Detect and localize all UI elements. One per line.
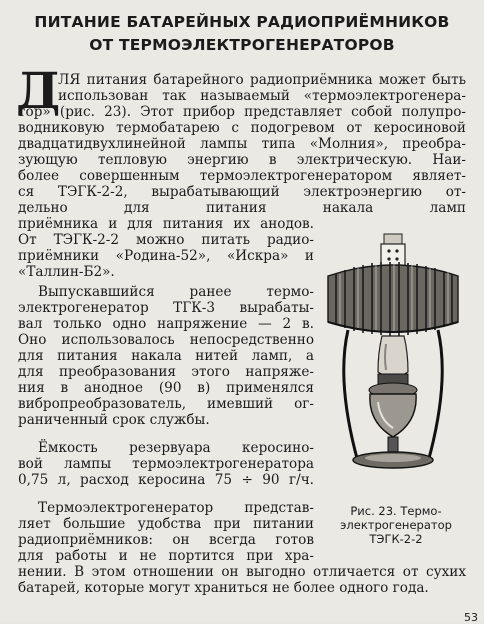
thermoelectric-generator-illustration xyxy=(318,232,468,492)
p3-line-3: 0,75 л, расход керосина 75 ÷ 90 г/ч. xyxy=(18,472,314,488)
p4-line-4: для работы и не портится при хра- xyxy=(18,548,314,564)
title-line-2: ОТ ТЕРМОЭЛЕКТРОГЕНЕРАТОРОВ xyxy=(89,36,395,54)
figure-caption-line-1: Рис. 23. Термо- xyxy=(350,504,442,518)
p2-line-7: ния в анодное (90 в) применялся xyxy=(18,380,314,396)
title-line-1: ПИТАНИЕ БАТАРЕЙНЫХ РАДИОПРИЁМНИКОВ xyxy=(34,13,450,31)
page-number: 53 xyxy=(464,611,478,624)
p2-line-9: раниченный срок службы. xyxy=(18,412,210,428)
p1-line-3: тор» (рис. 23). Этот прибор представляет собой полупро- xyxy=(18,104,466,120)
p2-line-3: вал только одно напряжение — 2 в. xyxy=(18,316,314,332)
p4-line-5: нении. В этом отношении он выгодно отличается от сухих xyxy=(18,564,466,580)
p1-line-11: От ТЭГК-2-2 можно питать радио- xyxy=(18,232,314,248)
p2-line-8: вибропреобразователь, имевший ог- xyxy=(18,396,314,412)
figure-caption-line-2: электрогенератор xyxy=(340,518,452,532)
p1-line-8: ся ТЭГК-2-2, вырабатывающий электроэнергию от- xyxy=(18,184,466,200)
p4-line-6: батарей, которые могут храниться не более одного года. xyxy=(18,580,429,596)
p4-line-1: Термоэлектрогенератор представ- xyxy=(38,500,314,516)
drop-cap: Д xyxy=(16,61,61,120)
p2-line-1: Выпускавшийся ранее термо- xyxy=(38,284,314,300)
p1-line-9: дельно для питания накала ламп xyxy=(18,200,466,216)
p1-line-5: двадцатидвухлинейной лампы типа «Молния», преобра- xyxy=(18,136,466,152)
p1-line-12: приёмники «Родина-52», «Искра» и xyxy=(18,248,314,264)
p1-line-1: ЛЯ питания батарейного радиоприёмника может быть xyxy=(58,72,466,88)
p2-line-2: электрогенератор ТГК-3 вырабаты- xyxy=(18,300,314,316)
p2-line-6: для преобразования этого напряже- xyxy=(18,364,314,380)
p3-line-1: Ёмкость резервуара керосино- xyxy=(38,440,314,456)
p1-line-10: приёмника и для питания их анодов. xyxy=(18,216,314,232)
p1-line-13: «Таллин-Б2». xyxy=(18,264,115,280)
p1-line-4: водниковую термобатарею с подогревом от керосиновой xyxy=(18,120,466,136)
figure-caption-line-3: ТЭГК-2-2 xyxy=(369,532,423,546)
p4-line-2: ляет большие удобства при питании xyxy=(18,516,314,532)
p2-line-4: Оно использовалось непосредственно xyxy=(18,332,314,348)
p1-line-2: использован так называемый «термоэлектрогенера- xyxy=(58,88,466,104)
p1-line-7: более совершенным термоэлектрогенератором являет- xyxy=(18,168,466,184)
p4-line-3: радиоприёмников: он всегда готов xyxy=(18,532,314,548)
p2-line-5: для питания накала нитей ламп, а xyxy=(18,348,314,364)
p1-line-6: зующую тепловую энергию в электрическую. Наи- xyxy=(18,152,466,168)
p3-line-2: вой лампы термоэлектрогенератора xyxy=(18,456,314,472)
